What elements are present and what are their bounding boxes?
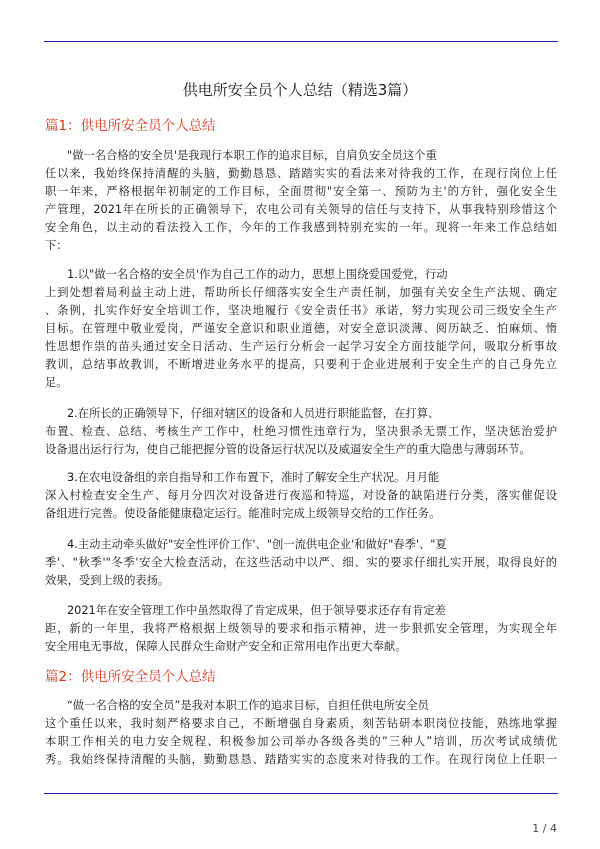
section-heading-2: 篇2：供电所安全员个人总结 <box>45 669 216 685</box>
paragraph-line: 布置、检查、总结、考核生产工作中，杜绝习惯性违章行为，坚决狠杀无票工作，坚决惩治爱护 <box>45 425 557 438</box>
paragraph-line: 2021年在安全管理工作中虽然取得了肯定成果，但于领导要求还存有肯定差 <box>67 604 446 617</box>
paragraph-line: 季'、"秋季'"冬季'安全大检查活动，在这些活动中以严、细、实的要求仔细扎实开展，取得良好的 <box>45 556 557 569</box>
paragraph-line: 上到处想着局利益主动上进，帮助所长仔细落实安全生产责任制，加强有关安全生产法规、确定 <box>45 286 557 299</box>
paragraph-line: 性思想作祟的苗头通过安全日活动、生产运行分析会一起学习安全方面技能学问，吸取分析事故 <box>45 340 557 353</box>
paragraph-line: “做一名合格的安全员”是我对本职工作的追求目标，自担任供电所安全员 <box>67 699 429 712</box>
paragraph-line: 、条例，扎实作好安全培训工作，坚决地履行《安全责任书》承诺，努力实现公司三级安全生产 <box>45 304 557 317</box>
header-rule <box>44 41 558 42</box>
paragraph-line: 任以来，我始终保持清醒的头脑，勤勤恳恳、踏踏实实的看法来对待我的工作，在现行岗位上任 <box>45 167 557 180</box>
section-heading-1: 篇1：供电所安全员个人总结 <box>45 118 216 134</box>
paragraph-line: 效果，受到上级的表扬。 <box>45 574 170 587</box>
document-title: 供电所安全员个人总结（精选3篇） <box>182 81 418 99</box>
paragraph-line: 教训，总结事故教训，不断增进业务水平的提高，只要利于企业进展利于安全生产的自己身先立 <box>45 358 557 371</box>
paragraph-line: 足。 <box>45 376 68 389</box>
paragraph-line: 4.主动主动牵头做好"安全性评价工作'、"创一流供电企业'和做好"春季'、"夏 <box>67 538 447 551</box>
paragraph-line: 下： <box>45 239 68 252</box>
paragraph-line: 本职工作相关的电力安全规程、积极参加公司举办各级各类的”三种人”培训，历次考试成绩优 <box>45 735 557 748</box>
paragraph-line: 产管理，2021年在所长的正确领导下，农电公司有关领导的信任与支持下，从事我特别珍惜这个 <box>45 203 557 216</box>
paragraph-line: 安全用电无事故，保障人民群众生命财产安全和正常用电作出更大奉献。 <box>45 640 407 653</box>
footer-rule <box>44 793 558 794</box>
paragraph-line: 目标。在管理中敬业爱岗，严谨安全意识和职业道德，对安全意识淡薄、阅历缺乏、怕麻烦、惰 <box>45 322 557 335</box>
paragraph-line: 秀。我始终保持清醒的头脑，勤勤恳恳、踏踏实实的态度来对待我的工作。在现行岗位上任职一 <box>45 753 557 766</box>
paragraph-line: "做一名合格的安全员'是我现行本职工作的追求目标，自肩负安全员这个重 <box>67 149 437 162</box>
page-number: 1 / 4 <box>532 822 557 835</box>
paragraph-line: 深入村检查安全生产、每月分四次对设备进行夜巡和特巡，对设备的缺陷进行分类，落实催促设 <box>45 489 557 502</box>
paragraph-line: 3.在农电设备组的亲自指导和工作布置下，准时了解安全生产状况。月月能 <box>67 471 440 484</box>
paragraph-line: 2.在所长的正确领导下，仔细对辖区的设备和人员进行职能监督，在打算、 <box>67 407 440 420</box>
paragraph-line: 备组进行完善。使设备能健康稳定运行。能准时完成上级领导交给的工作任务。 <box>45 507 441 520</box>
paragraph-line: 这个重任以来，我时刻严格要求自己，不断增强自身素质，刻苦钻研本职岗位技能，熟练地掌握 <box>45 717 557 730</box>
paragraph-line: 设备退出运行行为，使自己能把握分管的设备运行状况以及威逼安全生产的重大隐患与薄弱环节。 <box>45 443 531 456</box>
paragraph-line: 1.以"做一名合格的安全员'作为自己工作的动力，思想上围绕爱国爱党，行动 <box>67 268 448 281</box>
paragraph-line: 职一年来，严格根据年初制定的工作目标，全面贯彻"安全第一、预防为主'的方针，强化安全生 <box>45 185 557 198</box>
paragraph-line: 安全角色，以主动的看法投入工作，今年的工作我感到特别充实的一年。现将一年来工作总结如 <box>45 221 557 234</box>
paragraph-line: 距，新的一年里，我将严格根据上级领导的要求和指示精神，进一步狠抓安全管理，为实现全年 <box>45 622 557 635</box>
